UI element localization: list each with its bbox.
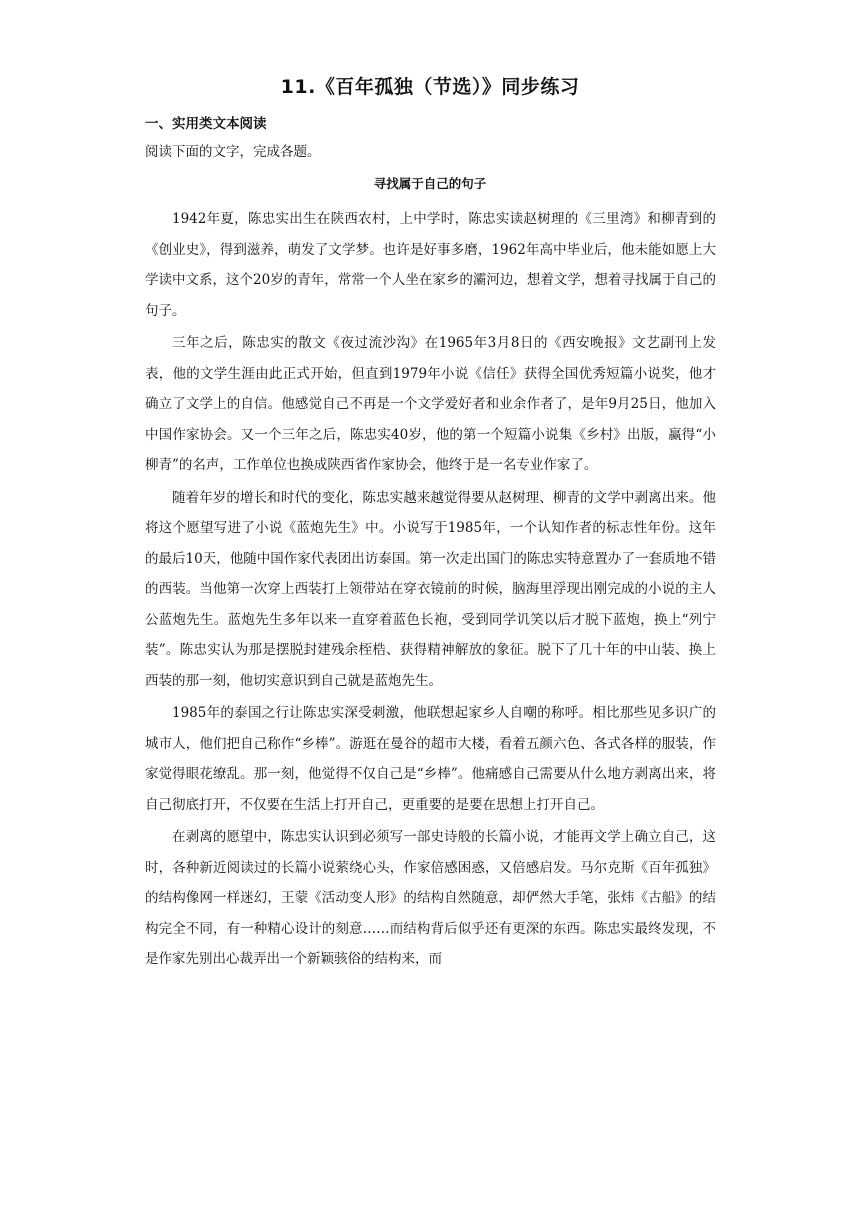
paragraph: 1985年的泰国之行让陈忠实深受刺激，他联想起家乡人自嘲的称呼。相比那些见多识广的城市人，他们把自己称作“乡棒”。游逛在曼谷的超市大楼，看着五颜六色、各式各样的服装，作家觉得眼花缭乱。那一刻，他觉得不仅自己是“乡棒”。他痛感自己需要从什么地方剥离出来，将自己彻底打开，不仅要在生活上打开自己，更重要的是要在思想上打开自己。 (145, 705, 716, 813)
paragraph: 在剥离的愿望中，陈忠实认识到必须写一部史诗般的长篇小说，才能再文学上确立自己，这时，各种新近阅读过的长篇小说萦绕心头，作家倍感困惑，又倍感启发。马尔克斯《百年孤独》的结构像网一样迷幻，王蒙《活动变人形》的结构自然随意，却俨然大手笔，张炜《古船》的结构完全不同，有一种精心设计的刻意……而结构背后似乎还有更深的东西。陈忠实最终发现，不是作家先别出心裁弄出一个新颖骇俗的结构来，而 (145, 829, 716, 967)
section-heading: 一、实用类文本阅读 (145, 116, 267, 132)
paragraph: 1942年夏，陈忠实出生在陕西农村，上中学时，陈忠实读赵树理的《三里湾》和柳青到的《创业史》，得到滋养，萌发了文学梦。也许是好事多磨，1962年高中毕业后，他未能如愿上大学读中文系，这个20岁的青年，常常一个人坐在家乡的灞河边，想着文学，想着寻找属于自己的句子。 (145, 211, 716, 319)
paragraph: 三年之后，陈忠实的散文《夜过流沙沟》在1965年3月8日的《西安晚报》文艺副刊上发表，他的文学生涯由此正式开始，但直到1979年小说《信任》获得全国优秀短篇小说奖，他才确立了文学上的自信。他感觉自己不再是一个文学爱好者和业余作者了，是年9月25日，他加入中国作家协会。又一个三年之后，陈忠实40岁，他的第一个短篇小说集《乡村》出版，赢得“小柳青”的名声，工作单位也换成陕西省作家协会，他终于是一名专业作家了。 (145, 335, 716, 473)
article-title: 寻找属于自己的句子 (373, 176, 487, 191)
paragraph: 随着年岁的增长和时代的变化，陈忠实越来越觉得要从赵树理、柳青的文学中剥离出来。他将这个愿望写进了小说《蓝炮先生》中。小说写于1985年，一个认知作者的标志性年份。这年的最后10天，他随中国作家代表团出访泰国。第一次走出国门的陈忠实特意置办了一套质地不错的西装。当他第一次穿上西装打上领带站在穿衣镜前的时候，脑海里浮现出刚完成的小说的主人公蓝炮先生。蓝炮先生多年以来一直穿着蓝色长袍，受到同学讥笑以后才脱下蓝炮，换上“列宁装”。陈忠实认为那是摆脱封建残余桎梏、获得精神解放的象征。脱下了几十年的中山装、换上西装的那一刻，他切实意识到自己就是蓝炮先生。 (145, 489, 716, 689)
reading-instruction: 阅读下面的文字，完成各题。 (145, 144, 321, 160)
article-body (145, 204, 716, 977)
document-title: 11.《百年孤独（节选）》同步练习 (280, 76, 580, 98)
